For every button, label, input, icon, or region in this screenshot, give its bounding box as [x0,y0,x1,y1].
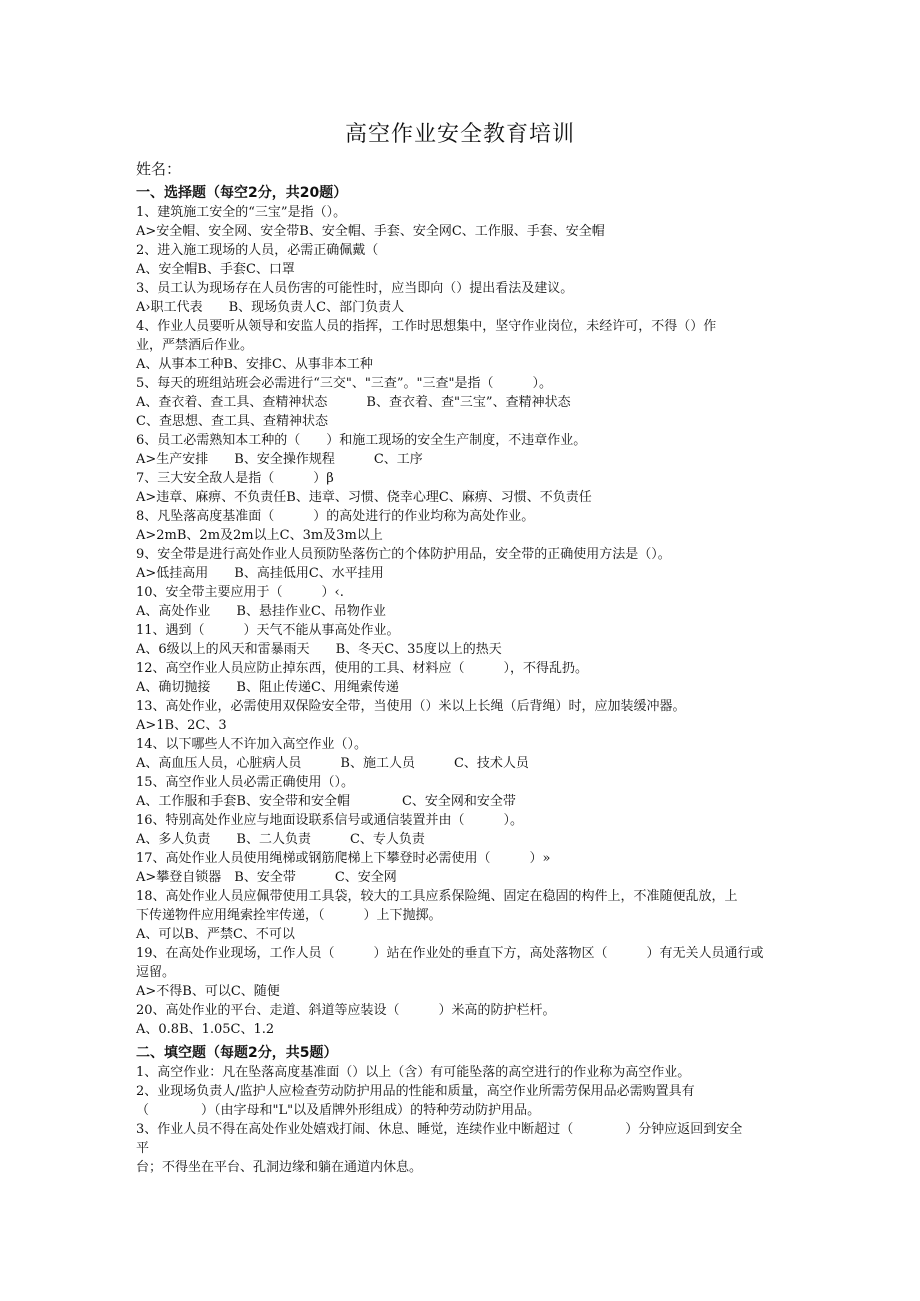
text-line: 11、遇到（ ）天气不能从事高处作业。 [136,623,400,638]
fill-questions [136,1063,781,1177]
document-title: 高空作业安全教育培训 [344,122,575,147]
text-line: 18、高处作业人员应佩带使用工具袋，较大的工具应系保险绳、固定在稳固的构件上，不准随便乱放，上 [136,889,738,904]
text-line: 15、高空作业人员必需正确使用（）。 [136,775,355,790]
name-label: 姓名： [136,160,182,178]
text-line: 台；不得坐在平台、孔洞边缘和躺在通道内休息。 [136,1160,423,1175]
text-line: A>攀登自锁器 B、安全带 C、安全网 [136,870,397,885]
text-line: A>1B、2C、3 [136,718,227,733]
text-line: 2、业现场负责人/监护人应检查劳动防护用品的性能和质量，高空作业所需劳保用品必需购置具有 [136,1084,695,1099]
text-line: 7、三大安全敌人是指（ ）β [136,471,334,486]
text-line: A、查衣着、查工具、查精神状态 B、查衣着、查"三宝”、查精神状态 [136,395,571,410]
text-line: 平 [136,1141,150,1156]
text-line: A>安全帽、安全网、安全带B、安全帽、手套、安全网C、工作服、手套、安全帽 [136,224,605,239]
text-line: A、高血压人员，心脏病人员 B、施工人员 C、技术人员 [136,756,529,771]
text-line: 3、作业人员不得在高处作业处嬉戏打闹、休息、睡觉，连续作业中断超过（ ）分钟应返回到安全 [136,1122,743,1137]
text-line: A>2mB、2m及2m以上C、3m及3m以上 [136,528,383,543]
text-line: 8、凡坠落高度基准面（ ）的高处进行的作业均称为高处作业。 [136,509,535,524]
text-line: A、高处作业 B、悬挂作业C、吊物作业 [136,604,386,619]
text-line: 20、高处作业的平台、走道、斜道等应装设（ ）米高的防护栏杆。 [136,1003,556,1018]
section-heading-choice: 一、选择题（每空2分，共20题） [136,185,348,201]
text-line: A>低挂高用 B、高挂低用C、水平挂用 [136,566,384,581]
choice-questions [136,203,781,1039]
document-body [136,160,781,1177]
text-line: 14、以下哪些人不许加入高空作业（）。 [136,737,368,752]
text-line: A>不得B、可以C、随便 [136,984,280,999]
text-line: A、多人负责 B、二人负责 C、专人负责 [136,832,425,847]
section-heading-fill: 二、填空题（每题2分，共5题） [136,1045,338,1061]
text-line: A、可以B、严禁C、不可以 [136,927,295,942]
text-line: A、工作服和手套B、安全带和安全帽 C、安全网和安全带 [136,794,516,809]
text-line: 12、高空作业人员应防止掉东西，使用的工具、材料应（ ），不得乱扔。 [136,661,589,676]
text-line: A›职工代表 B、现场负责人C、部门负责人 [136,300,405,315]
text-line: 9、安全带是进行高处作业人员预防坠落伤亡的个体防护用品，安全带的正确使用方法是（）。 [136,547,671,562]
text-line: 19、在高处作业现场，工作人员（ ）站在作业处的垂直下方，高处落物区（ ）有无关人员通行或 [136,946,764,961]
text-line: A>违章、麻痹、不负责任B、违章、习惯、侥幸心理C、麻痹、习惯、不负责任 [136,490,592,505]
text-line: 下传递物件应用绳索拴牢传递，（ ）上下抛掷。 [136,908,442,923]
text-line: 2、进入施工现场的人员，必需正确佩戴（ [136,243,379,258]
text-line: A、6级以上的风天和雷暴雨天 B、冬天C、35度以上的热天 [136,642,502,657]
text-line: （ ）（由字母和"L"以及盾牌外形组成）的特种劳动防护用品。 [136,1103,541,1118]
text-line: A、确切抛接 B、阻止传递C、用绳索传递 [136,680,399,695]
text-line: A、安全帽B、手套C、口罩 [136,262,295,277]
text-line: 4、作业人员要听从领导和安监人员的指挥，工作时思想集中，坚守作业岗位，未经许可，不得（）作 [136,319,717,334]
text-line: 业，严禁酒后作业。 [136,338,254,353]
text-line: A、从事本工种B、安排C、从事非本工种 [136,357,373,372]
text-line: 逗留。 [136,965,176,980]
text-line: 13、高处作业，必需使用双保险安全带，当使用（）米以上长绳（后背绳）时，应加装缓冲器。 [136,699,686,714]
text-line: 16、特别高处作业应与地面设联系信号或通信装置并由（ ）。 [136,813,524,828]
text-line: 17、高处作业人员使用绳梯或钢筋爬梯上下攀登时必需使用（ ）» [136,851,551,866]
text-line: 5、每天的班组站班会必需进行“三交"、"三查”。"三查"是指（ ）。 [136,376,552,391]
text-line: 1、建筑施工安全的“三宝”是指（）。 [136,205,347,220]
text-line: 6、员工必需熟知本工种的（ ）和施工现场的安全生产制度，不违章作业。 [136,433,587,448]
text-line: 3、员工认为现场存在人员伤害的可能性时，应当即向（）提出看法及建议。 [136,281,574,296]
text-line: 10、安全带主要应用于（ ）‹. [136,585,344,600]
text-line: 1、高空作业：凡在坠落高度基准面（）以上（含）有可能坠落的高空进行的作业称为高空作业。 [136,1065,691,1080]
text-line: C、查思想、查工具、查精神状态 [136,414,328,429]
text-line: A>生产安排 B、安全操作规程 C、工序 [136,452,423,467]
text-line: A、0.8B、1.05C、1.2 [136,1022,275,1037]
